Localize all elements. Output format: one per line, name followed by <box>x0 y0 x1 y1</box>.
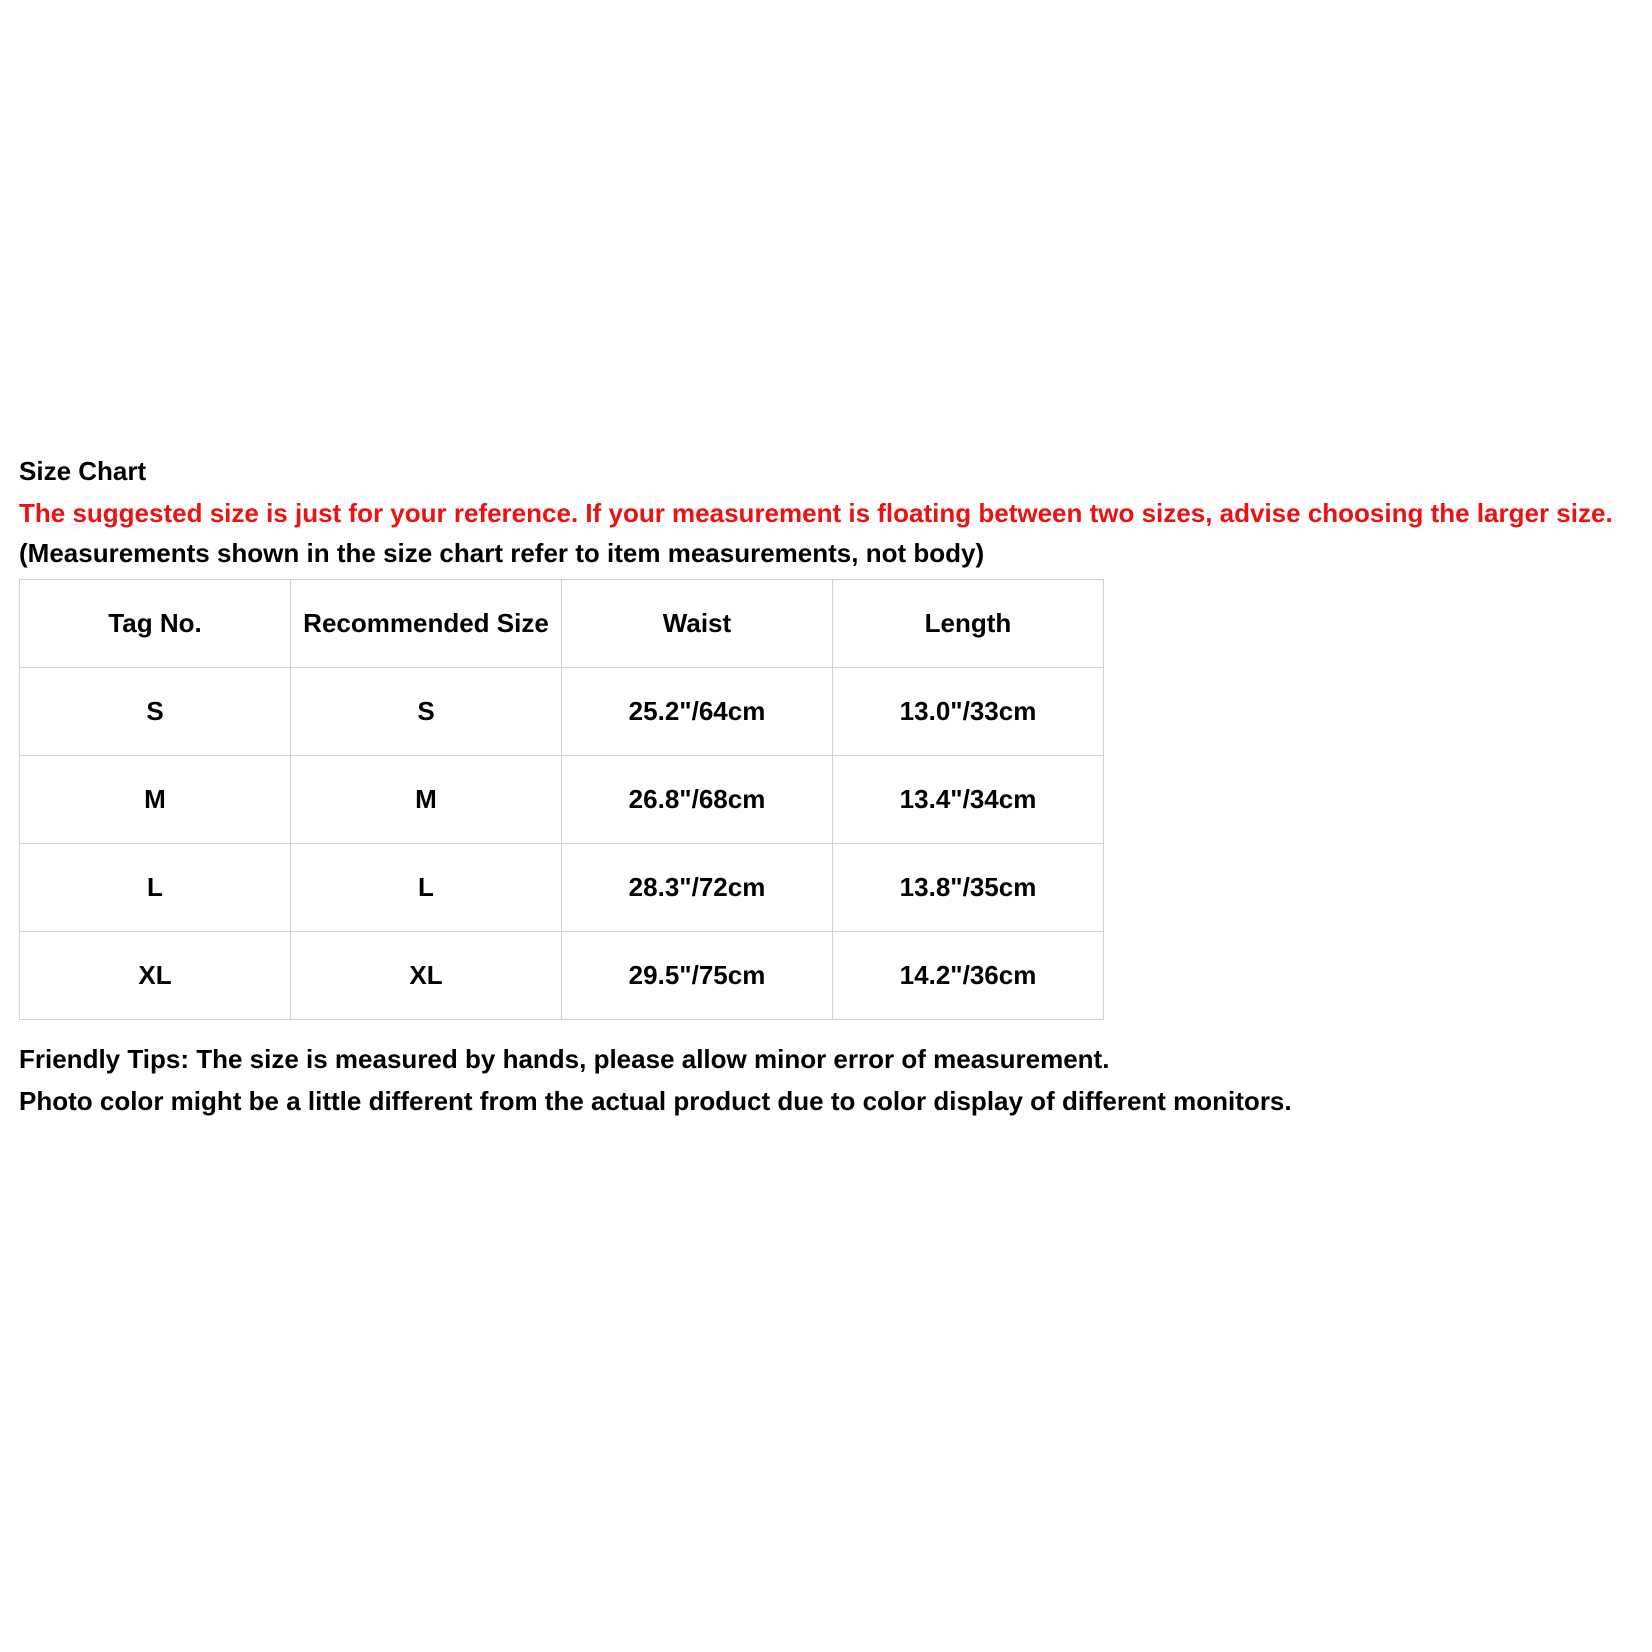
cell-tag-no: S <box>20 668 291 756</box>
cell-tag-no: M <box>20 756 291 844</box>
cell-tag-no: XL <box>20 932 291 1020</box>
cell-waist: 25.2"/64cm <box>562 668 833 756</box>
cell-recommended-size: S <box>291 668 562 756</box>
cell-recommended-size: XL <box>291 932 562 1020</box>
table-header-row <box>20 580 1104 668</box>
cell-waist: 26.8"/68cm <box>562 756 833 844</box>
tip-measurement: Friendly Tips: The size is measured by hands, please allow minor error of measurement. <box>19 1044 1110 1074</box>
header-waist: Waist <box>562 580 833 668</box>
cell-length: 13.8"/35cm <box>833 844 1104 932</box>
page-title: Size Chart <box>19 456 147 486</box>
size-table <box>19 579 1104 1020</box>
header-recommended-size: Recommended Size <box>291 580 562 668</box>
cell-length: 14.2"/36cm <box>833 932 1104 1020</box>
cell-recommended-size: M <box>291 756 562 844</box>
table-row <box>20 756 1104 844</box>
size-notice: The suggested size is just for your reference. If your measurement is floating between two sizes, advise choosing the larger size. <box>19 498 1613 528</box>
cell-waist: 29.5"/75cm <box>562 932 833 1020</box>
cell-waist: 28.3"/72cm <box>562 844 833 932</box>
table-row <box>20 844 1104 932</box>
cell-length: 13.4"/34cm <box>833 756 1104 844</box>
tip-color: Photo color might be a little different from the actual product due to color display of different monitors. <box>19 1086 1292 1116</box>
cell-tag-no: L <box>20 844 291 932</box>
table-row <box>20 668 1104 756</box>
header-tag-no: Tag No. <box>20 580 291 668</box>
table-row <box>20 932 1104 1020</box>
friendly-tips <box>19 1038 1639 1122</box>
measurement-note: (Measurements shown in the size chart refer to item measurements, not body) <box>19 538 985 568</box>
size-chart-document <box>19 455 1639 1122</box>
cell-recommended-size: L <box>291 844 562 932</box>
header-length: Length <box>833 580 1104 668</box>
cell-length: 13.0"/33cm <box>833 668 1104 756</box>
